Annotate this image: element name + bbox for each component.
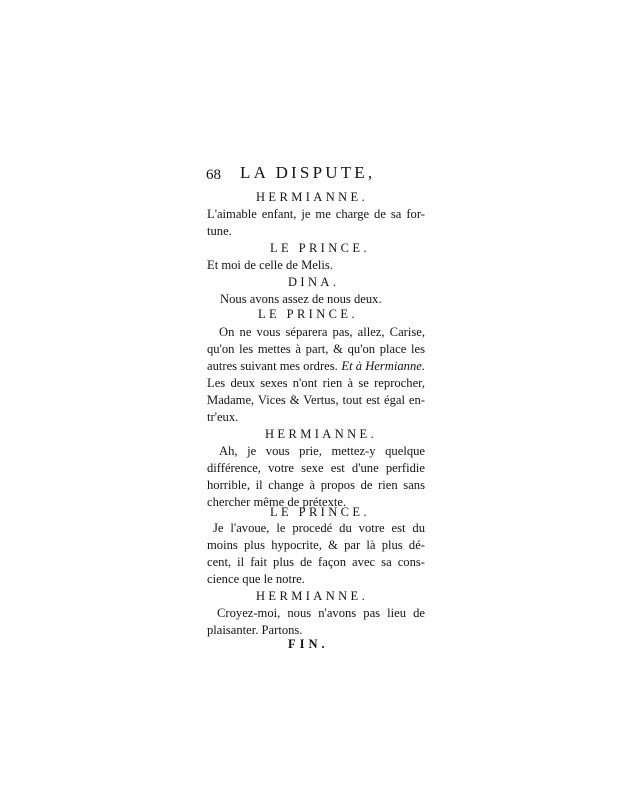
speaker-name: LE PRINCE. (270, 505, 370, 519)
text-line: Et moi de celle de Melis. (207, 258, 333, 272)
text-line: Nous avons assez de nous deux. (220, 292, 382, 306)
page-number: 68 (206, 167, 221, 183)
text-line: plaisanter. Partons. (207, 623, 303, 637)
text-line: cent, il fait plus de façon avec sa cons- (207, 555, 425, 569)
text-line: L'aimable enfant, je me charge de sa for- (207, 207, 425, 221)
text-line: Les deux sexes n'ont rien à se reprocher, (207, 376, 425, 390)
text-line: cience que le notre. (207, 572, 305, 586)
stage-direction: Et à Hermianne. (341, 359, 425, 373)
speaker-name: HERMIANNE. (256, 589, 369, 603)
end-mark: FIN. (288, 637, 329, 651)
text-line: horrible, il change à propos de rien sans (207, 478, 425, 492)
running-title: LA DISPUTE, (240, 163, 376, 182)
speaker-name: DINA. (288, 275, 340, 289)
text-line: Croyez-moi, nous n'avons pas lieu de (217, 606, 425, 620)
speaker-name: HERMIANNE. (256, 190, 369, 204)
text-line: Madame, Vices & Vertus, tout est égal en- (207, 393, 425, 407)
text-line: tr'eux. (207, 410, 239, 424)
speaker-name: LE PRINCE. (270, 241, 370, 255)
text-line: chercher même de prétexte. (207, 495, 347, 509)
speaker-name: LE PRINCE. (258, 307, 358, 321)
speaker-name: HERMIANNE. (265, 427, 378, 441)
text-line: Je l'avoue, le procedé du votre est du (213, 521, 425, 535)
text-line: moins plus hypocrite, & par là plus dé- (207, 538, 425, 552)
text-line: qu'on les mettes à part, & qu'on place les (207, 342, 425, 356)
text-span: autres suivant mes ordres. (207, 359, 338, 373)
text-line (207, 358, 425, 374)
text-line: On ne vous séparera pas, allez, Carise, (219, 325, 425, 339)
text-line: différence, votre sexe est d'une perfidie (207, 461, 425, 475)
text-line: tune. (207, 224, 232, 238)
text-line: Ah, je vous prie, mettez-y quelque (219, 444, 425, 458)
